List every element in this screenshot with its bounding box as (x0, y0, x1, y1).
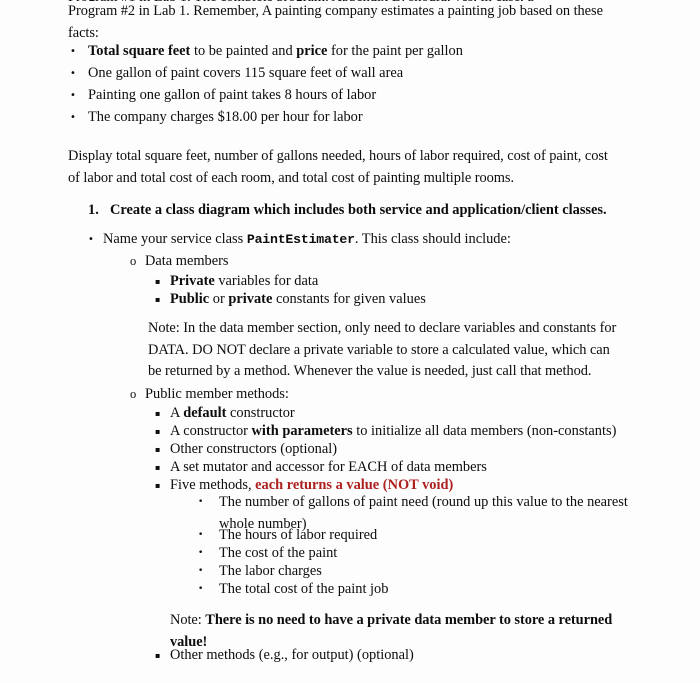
method-plain-a: A constructor (170, 423, 252, 439)
five-method-line-1: The labor charges (219, 563, 322, 579)
data-member-bold-a: Public (170, 291, 210, 307)
service-class-suffix: . This class should include: (354, 231, 511, 247)
fact-text: The company charges $18.00 per hour for labor (88, 109, 363, 125)
method-bold: with parameters (251, 423, 353, 439)
method-text: A set mutator and accessor for EACH of data members (170, 459, 487, 475)
other-methods-item (155, 645, 650, 667)
bullet-square-icon: ▪ (155, 651, 161, 660)
bullet-disc-icon: • (198, 566, 204, 576)
data-member-plain-b: constants for given values (272, 291, 426, 307)
bullet-disc-icon: • (198, 548, 204, 558)
note-returned-value-line-1 (170, 610, 650, 632)
fact-plain-b: for the paint per gallon (327, 43, 463, 59)
task-1-title: Create a class diagram which includes both service and application/client classes. (110, 202, 607, 218)
bullet-square-icon: ▪ (155, 463, 161, 472)
service-class-bullet (88, 229, 648, 251)
note-data-member-line-1: Note: In the data member section, only need to declare variables and constants for (148, 320, 617, 336)
fact-text (88, 41, 648, 63)
five-method-line-2: whole number) (219, 515, 307, 532)
five-method-line-1: The hours of labor required (219, 527, 378, 543)
service-class-name: PaintEstimater (246, 232, 355, 247)
bullet-square-icon: ▪ (155, 481, 161, 490)
bullet-disc-icon: • (70, 46, 76, 57)
bullet-square-icon: ▪ (155, 277, 161, 286)
other-methods-text: Other methods (e.g., for output) (optional) (170, 647, 414, 663)
list-item (198, 579, 639, 601)
display-paragraph (68, 146, 668, 189)
note-data-member-line-2: DATA. DO NOT declare a private variable to store a calculated value, which can (148, 341, 610, 358)
list-item (70, 107, 648, 129)
method-red-emphasis: each returns a value (NOT void) (255, 477, 454, 493)
data-member-plain-a: or (209, 291, 229, 307)
fact-plain-a: to be painted and (190, 43, 297, 59)
list-item (70, 63, 648, 85)
public-methods-label: Public member methods: (145, 386, 289, 402)
method-plain-a: A (170, 405, 184, 421)
service-class-text (103, 229, 648, 251)
fact-bold-a: Total square feet (88, 43, 191, 59)
task-1 (88, 200, 655, 222)
five-method-line-1: The cost of the paint (219, 545, 338, 561)
method-plain-b: constructor (226, 405, 295, 421)
intro-line-2: facts: (68, 24, 99, 41)
fact-text: One gallon of paint covers 115 square feet of wall area (88, 65, 404, 81)
list-item (155, 289, 650, 311)
display-line-2: of labor and total cost of each room, and total cost of painting multiple rooms. (68, 169, 515, 186)
note-data-member-line-3: be returned by a method. Whenever the value is needed, just call that method. (148, 363, 592, 379)
task-number: 1. (88, 202, 99, 218)
list-item (70, 41, 648, 63)
method-plain: Five methods, (170, 477, 256, 493)
bullet-circle-icon: o (130, 254, 137, 268)
method-plain-b: to initialize all data members (non-constants) (352, 423, 617, 439)
note-bold-line-1: There is no need to have a private data member to store a returned (205, 612, 613, 628)
bullet-square-icon: ▪ (155, 409, 161, 418)
bullet-disc-icon: • (88, 234, 94, 245)
data-members-heading (130, 251, 650, 273)
bullet-disc-icon: • (198, 497, 204, 507)
data-member-text (170, 289, 650, 311)
data-members-label: Data members (145, 253, 229, 269)
intro-line-1: Program #2 in Lab 1. Remember, A painting company estimates a painting job based on these (68, 3, 603, 19)
note-bold-line-2: value! (170, 633, 208, 650)
bullet-disc-icon: • (198, 530, 204, 540)
bullet-square-icon: ▪ (155, 295, 161, 304)
bullet-square-icon: ▪ (155, 427, 161, 436)
display-line-1: Display total square feet, number of gallons needed, hours of labor required, cost of paint, cost (68, 148, 608, 164)
bullet-disc-icon: • (70, 68, 76, 79)
fact-bold-b: price (296, 43, 328, 59)
bullet-disc-icon: • (198, 584, 204, 594)
service-class-prefix: Name your service class (103, 231, 247, 247)
intro-paragraph (68, 1, 668, 44)
five-method-line-1: The number of gallons of paint need (round up this value to the nearest (219, 494, 628, 510)
data-member-plain: variables for data (214, 273, 319, 289)
note-prefix: Note: (170, 612, 206, 628)
data-member-bold: Private (170, 273, 215, 289)
note-data-member (148, 318, 653, 383)
five-method-line-1: The total cost of the paint job (219, 581, 389, 597)
method-bold: default (183, 405, 227, 421)
list-item (70, 85, 648, 107)
bullet-square-icon: ▪ (155, 445, 161, 454)
method-text: Other constructors (optional) (170, 441, 338, 457)
bullet-disc-icon: • (70, 112, 76, 123)
bullet-disc-icon: • (70, 90, 76, 101)
bullet-circle-icon: o (130, 387, 137, 401)
fact-text: Painting one gallon of paint takes 8 hours of labor (88, 87, 377, 103)
data-member-bold-b: private (228, 291, 273, 307)
